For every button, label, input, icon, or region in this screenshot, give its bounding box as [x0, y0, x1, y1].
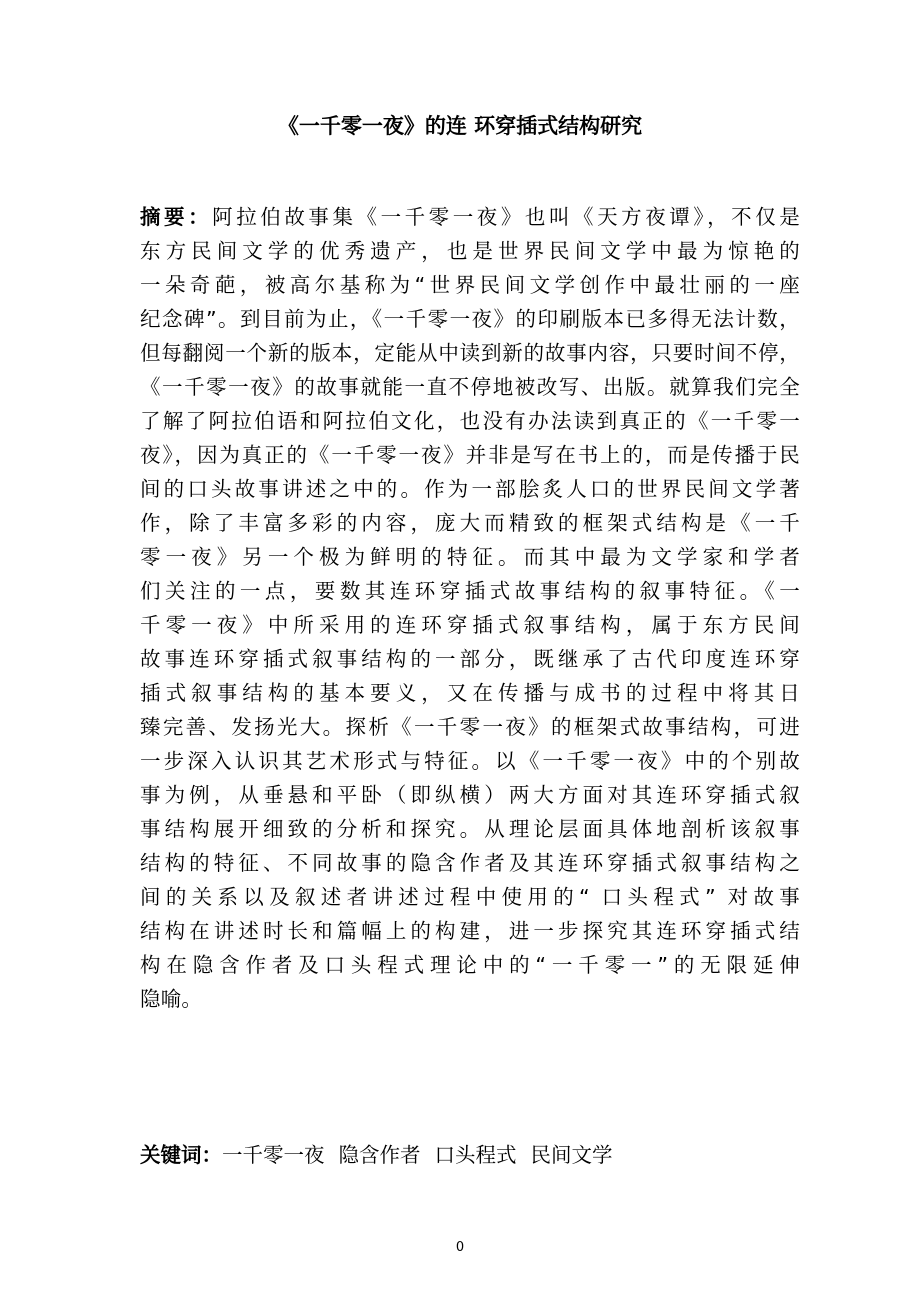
- abstract-line: 间的口头故事讲述之中的。作为一部脍炙人口的世界民间文学著: [140, 477, 800, 501]
- keyword: 隐含作者: [338, 1143, 421, 1167]
- keyword: 一千零一夜: [222, 1143, 325, 1167]
- abstract-line: 构在隐含作者及口头程式理论中的“一千零一”的无限延伸: [140, 953, 800, 977]
- abstract-line: 了解了阿拉伯语和阿拉伯文化，也没有办法读到真正的《一千零一: [140, 409, 800, 433]
- abstract-line: 零一夜》另一个极为鲜明的特征。而其中最为文学家和学者: [140, 545, 800, 569]
- abstract-line: 纪念碑”。到目前为止，《一千零一夜》的印刷版本已多得无法计数，: [140, 307, 800, 331]
- keywords-label: 关键词：: [140, 1143, 222, 1167]
- abstract-label: 摘要：: [140, 205, 213, 229]
- abstract-line: 结构在讲述时长和篇幅上的构建，进一步探究其连环穿插式结: [140, 919, 800, 943]
- keyword: 民间文学: [530, 1143, 613, 1167]
- abstract-line: 们关注的一点，要数其连环穿插式故事结构的叙事特征。《一: [140, 579, 800, 603]
- keywords-line: [140, 1138, 627, 1172]
- abstract-line: 千零一夜》中所采用的连环穿插式叙事结构，属于东方民间: [140, 613, 800, 637]
- abstract-line: 作，除了丰富多彩的内容，庞大而精致的框架式结构是《一千: [140, 511, 800, 535]
- abstract-line: 但每翻阅一个新的版本，定能从中读到新的故事内容，只要时间不停，: [140, 341, 800, 365]
- abstract-line: 一朵奇葩，被高尔基称为“世界民间文学创作中最壮丽的一座: [140, 273, 800, 297]
- abstract-line: [140, 200, 800, 234]
- abstract-line: 间的关系以及叙述者讲述过程中使用的“ 口头程式” 对故事: [140, 885, 800, 909]
- abstract-line: 一步深入认识其艺术形式与特征。以《一千零一夜》中的个别故: [140, 749, 800, 773]
- abstract-line: 隐喻。: [140, 987, 203, 1011]
- paper-title: 《一千零一夜》的连 环穿插式结构研究: [277, 114, 643, 138]
- abstract-line: 事结构展开细致的分析和探究。从理论层面具体地剖析该叙事: [140, 817, 800, 841]
- page-number: 0: [455, 1240, 465, 1255]
- abstract-line: 故事连环穿插式叙事结构的一部分，既继承了古代印度连环穿: [140, 647, 800, 671]
- abstract-line: 插式叙事结构的基本要义，又在传播与成书的过程中将其日: [140, 681, 800, 705]
- abstract-line: 结构的特征、不同故事的隐含作者及其连环穿插式叙事结构之: [140, 851, 800, 875]
- abstract-line: 夜》，因为真正的《一千零一夜》并非是写在书上的，而是传播于民: [140, 443, 800, 467]
- abstract-line: 事为例，从垂悬和平卧（即纵横）两大方面对其连环穿插式叙: [140, 783, 800, 807]
- abstract-line: 《一千零一夜》的故事就能一直不停地被改写、出版。就算我们完全: [140, 375, 800, 399]
- abstract-line: 东方民间文学的优秀遗产，也是世界民间文学中最为惊艳的: [140, 239, 800, 263]
- keyword: 口头程式: [434, 1143, 517, 1167]
- abstract-line-text: 阿拉伯故事集《一千零一夜》也叫《天方夜谭》，不仅是: [212, 205, 800, 229]
- abstract-line: 臻完善、发扬光大。探析《一千零一夜》的框架式故事结构，可进: [140, 715, 800, 739]
